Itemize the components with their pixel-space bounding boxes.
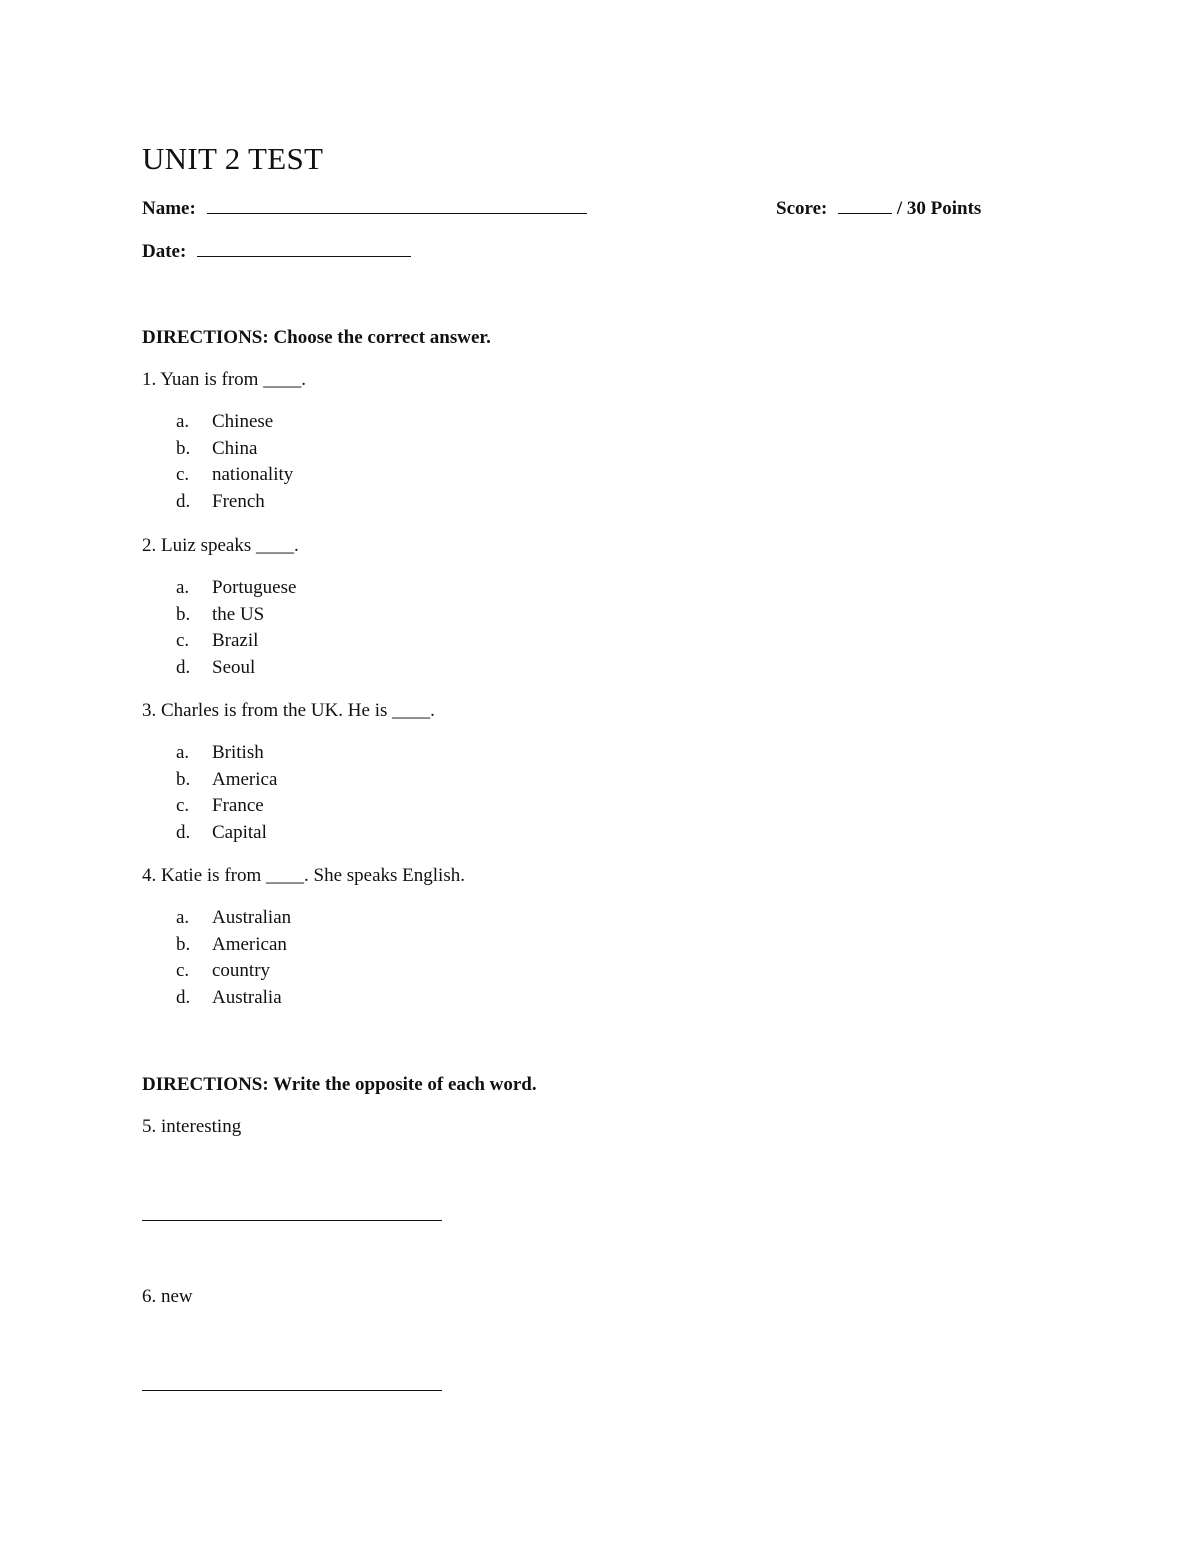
- answer-option[interactable]: [142, 409, 293, 436]
- option-letter: b.: [176, 933, 191, 955]
- option-text: country: [212, 960, 271, 982]
- answer-option[interactable]: [142, 655, 296, 682]
- option-text: Capital: [212, 822, 267, 844]
- option-letter: d.: [176, 987, 191, 1009]
- answer-option[interactable]: [142, 575, 296, 602]
- option-letter: b.: [176, 603, 191, 625]
- answer-option[interactable]: [142, 602, 296, 629]
- name-label: Name:: [142, 198, 196, 219]
- option-text: France: [212, 795, 264, 817]
- score-suffix: / 30 Points: [896, 198, 982, 219]
- answer-line[interactable]: [142, 1220, 442, 1221]
- date-label: Date:: [142, 241, 187, 262]
- option-letter: c.: [176, 795, 190, 817]
- option-letter: a.: [176, 742, 190, 763]
- question-prompt: 4. Katie is from ____. She speaks English.: [142, 865, 465, 886]
- option-letter: d.: [176, 822, 191, 844]
- answer-option[interactable]: [142, 958, 291, 985]
- answer-options: [142, 740, 277, 847]
- score-label: Score:: [776, 198, 828, 219]
- option-letter: b.: [176, 768, 191, 790]
- answer-option[interactable]: [142, 932, 291, 959]
- option-text: French: [212, 491, 265, 513]
- option-text: America: [212, 768, 278, 790]
- answer-options: [142, 575, 296, 682]
- option-text: Seoul: [212, 657, 256, 679]
- answer-option[interactable]: [142, 905, 291, 932]
- name-row: [142, 198, 587, 220]
- question-prompt: 6. new: [142, 1286, 193, 1307]
- option-text: Australian: [212, 907, 292, 928]
- option-letter: a.: [176, 907, 190, 928]
- question-prompt: 3. Charles is from the UK. He is ____.: [142, 700, 435, 721]
- answer-option[interactable]: [142, 489, 293, 516]
- option-text: Portuguese: [212, 577, 297, 598]
- option-text: the US: [212, 603, 265, 625]
- option-text: Brazil: [212, 630, 259, 652]
- date-blank[interactable]: [197, 255, 411, 257]
- date-row: [142, 241, 411, 263]
- option-text: British: [212, 742, 264, 763]
- option-letter: a.: [176, 577, 190, 598]
- answer-option[interactable]: [142, 462, 293, 489]
- option-letter: a.: [176, 411, 190, 432]
- option-letter: c.: [176, 960, 190, 982]
- page-title: UNIT 2 TEST: [142, 141, 324, 176]
- answer-option[interactable]: [142, 820, 277, 847]
- option-letter: d.: [176, 491, 191, 513]
- option-letter: c.: [176, 630, 190, 652]
- name-blank[interactable]: [207, 212, 587, 214]
- option-text: Chinese: [212, 411, 274, 432]
- question-prompt: 5. interesting: [142, 1116, 242, 1137]
- answer-option[interactable]: [142, 436, 293, 463]
- question-prompt: 2. Luiz speaks ____.: [142, 535, 299, 556]
- option-letter: c.: [176, 464, 190, 486]
- answer-line[interactable]: [142, 1390, 442, 1391]
- answer-option[interactable]: [142, 628, 296, 655]
- option-text: China: [212, 437, 258, 459]
- answer-option[interactable]: [142, 740, 277, 767]
- score-blank[interactable]: [838, 212, 892, 214]
- answer-options: [142, 409, 293, 516]
- directions-multiple-choice: DIRECTIONS: Choose the correct answer.: [142, 327, 491, 348]
- option-text: Australia: [212, 987, 282, 1009]
- score-row: [776, 198, 981, 220]
- answer-option[interactable]: [142, 985, 291, 1012]
- option-letter: d.: [176, 657, 191, 679]
- answer-option[interactable]: [142, 767, 277, 794]
- answer-option[interactable]: [142, 793, 277, 820]
- option-text: American: [212, 933, 287, 955]
- option-text: nationality: [212, 464, 294, 486]
- answer-options: [142, 905, 291, 1012]
- question-prompt: 1. Yuan is from ____.: [142, 369, 306, 390]
- directions-opposites: DIRECTIONS: Write the opposite of each word.: [142, 1074, 537, 1095]
- option-letter: b.: [176, 437, 191, 459]
